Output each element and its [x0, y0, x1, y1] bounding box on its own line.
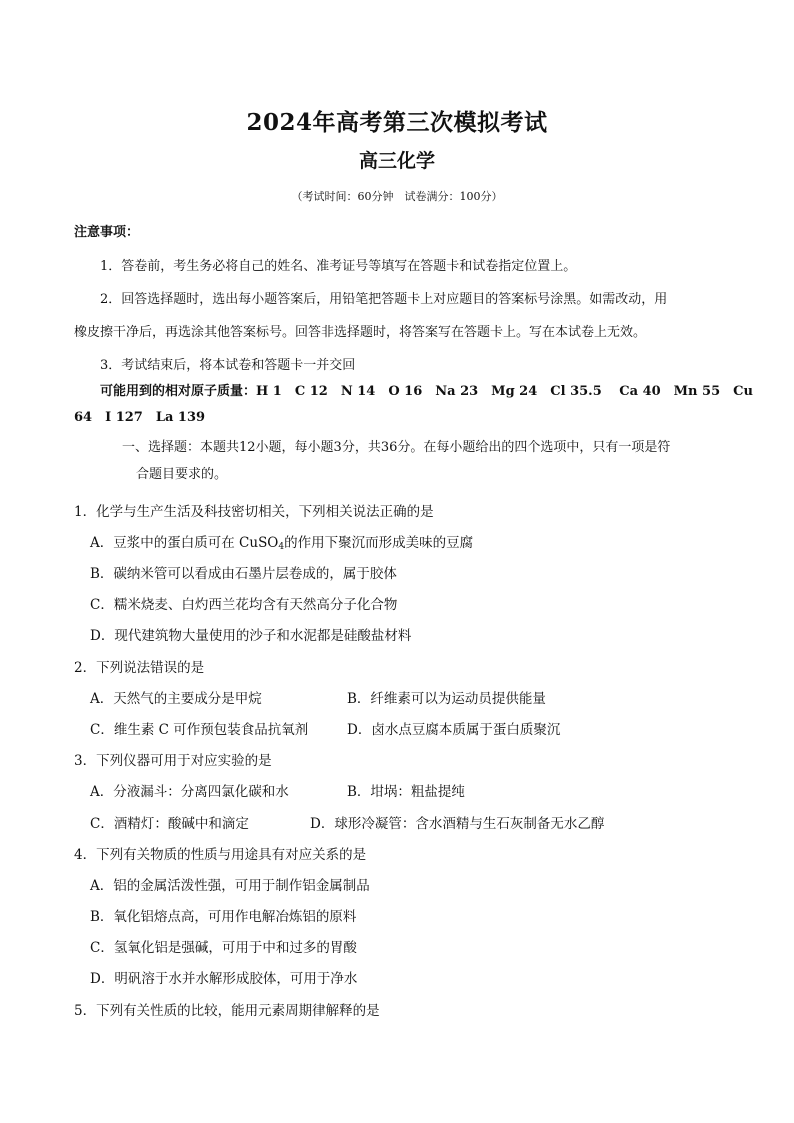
question-4-option-a: A．铝的金属活泼性强，可用于制作铝金属制品 — [90, 878, 370, 894]
atomic-mass-line-1: 可能用到的相对原子质量：H 1 C 12 N 14 O 16 Na 23 Mg 24 Cl 35.5 Ca 40 Mn 55 Cu — [100, 384, 753, 399]
notes-item-1: 1．答卷前，考生务必将自己的姓名、准考证号等填写在答题卡和试卷指定位置上。 — [100, 259, 577, 274]
question-2-option-a: A．天然气的主要成分是甲烷 — [90, 691, 262, 707]
question-2-option-d: D．卤水点豆腐本质属于蛋白质聚沉 — [347, 722, 561, 738]
section-1-instruction-line-2: 合题目要求的。 — [136, 467, 228, 482]
question-1-option-d: D．现代建筑物大量使用的沙子和水泥都是硅酸盐材料 — [90, 628, 412, 644]
exam-title: 2024年高考第三次模拟考试 — [246, 109, 548, 136]
exam-subject: 高三化学 — [358, 150, 435, 172]
atomic-mass-line-2: 64 I 127 La 139 — [74, 410, 206, 425]
question-2-stem: 2．下列说法错误的是 — [74, 660, 205, 676]
question-4-option-c: C．氢氧化铝是强碱，可用于中和过多的胃酸 — [90, 940, 357, 956]
question-1-option-a: A．豆浆中的蛋白质可在 CuSO$_4$的作用下聚沉而形成美味的豆腐 — [90, 535, 474, 552]
question-1-stem: 1．化学与生产生活及科技密切相关，下列相关说法正确的是 — [74, 504, 434, 520]
question-3-option-a: A．分液漏斗：分离四氯化碳和水 — [90, 784, 289, 800]
question-1-option-b: B．碳纳米管可以看成由石墨片层卷成的，属于胶体 — [90, 566, 397, 582]
question-3-option-b: B．坩埚：粗盐提纯 — [347, 784, 465, 800]
question-4-stem: 4．下列有关物质的性质与用途具有对应关系的是 — [74, 847, 367, 863]
question-1-option-c: C．糯米烧麦、白灼西兰花均含有天然高分子化合物 — [90, 597, 398, 613]
question-3-option-c: C．酒精灯：酸碱中和滴定 — [90, 816, 249, 832]
exam-time-info: （考试时间：60分钟 试卷满分：100分） — [291, 190, 503, 203]
notes-heading: 注意事项： — [74, 225, 140, 240]
question-5-stem: 5．下列有关性质的比较，能用元素周期律解释的是 — [74, 1003, 380, 1019]
question-3-option-d: D．球形冷凝管：含水酒精与生石灰制备无水乙醇 — [310, 816, 605, 832]
question-4-option-d: D．明矾溶于水并水解形成胶体，可用于净水 — [90, 971, 358, 987]
notes-item-3: 3．考试结束后，将本试卷和答题卡一并交回 — [100, 358, 356, 373]
question-4-option-b: B．氧化铝熔点高，可用作电解冶炼铝的原料 — [90, 909, 357, 925]
notes-item-2-line-1: 2．回答选择题时，选出每小题答案后，用铅笔把答题卡上对应题目的答案标号涂黑。如需改动，用 — [100, 292, 668, 307]
question-2-option-c: C．维生素 C 可作预包装食品抗氧剂 — [90, 722, 309, 738]
notes-item-2-line-2: 橡皮擦干净后，再选涂其他答案标号。回答非选择题时，将答案写在答题卡上。写在本试卷上无效。 — [74, 325, 647, 340]
question-3-stem: 3．下列仪器可用于对应实验的是 — [74, 753, 272, 769]
question-2-option-b: B．纤维素可以为运动员提供能量 — [347, 691, 546, 707]
section-1-instruction-line-1: 一、选择题：本题共12小题，每小题3分，共36分。在每小题给出的四个选项中，只有一项是符 — [122, 440, 671, 455]
